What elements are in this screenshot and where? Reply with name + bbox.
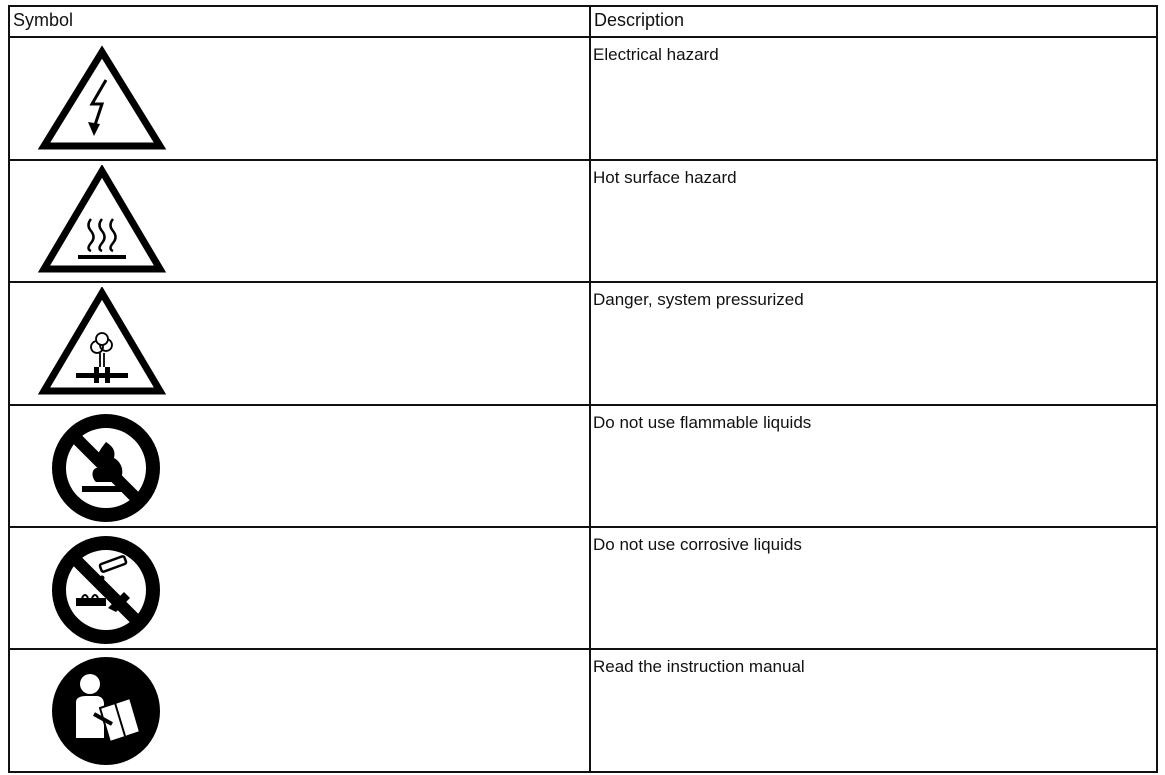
table-row [9, 282, 1157, 404]
table-row [9, 405, 1157, 527]
table-row [9, 527, 1157, 649]
no-corrosive-liquids-icon [36, 532, 168, 646]
read-manual-icon [36, 654, 168, 768]
table-row [9, 160, 1157, 282]
description-cell: Hot surface hazard [590, 160, 1157, 282]
symbol-cell [9, 405, 590, 527]
symbol-cell [9, 37, 590, 159]
symbol-cell [9, 160, 590, 282]
table-row [9, 649, 1157, 772]
hot-surface-icon [36, 165, 168, 275]
description-cell: Do not use corrosive liquids [590, 527, 1157, 649]
pressurized-system-icon [36, 287, 168, 397]
description-cell: Read the instruction manual [590, 649, 1157, 772]
symbol-column-header: Symbol [9, 6, 590, 37]
symbol-cell [9, 649, 590, 772]
symbol-cell [9, 527, 590, 649]
description-column-header: Description [590, 6, 1157, 37]
table-header-row [9, 6, 1157, 37]
symbol-cell [9, 282, 590, 404]
description-cell: Danger, system pressurized [590, 282, 1157, 404]
table-row [9, 37, 1157, 159]
electrical-hazard-icon [36, 42, 168, 152]
symbol-table [8, 5, 1158, 773]
no-flammable-liquids-icon [36, 410, 168, 524]
description-cell: Electrical hazard [590, 37, 1157, 159]
description-cell: Do not use flammable liquids [590, 405, 1157, 527]
